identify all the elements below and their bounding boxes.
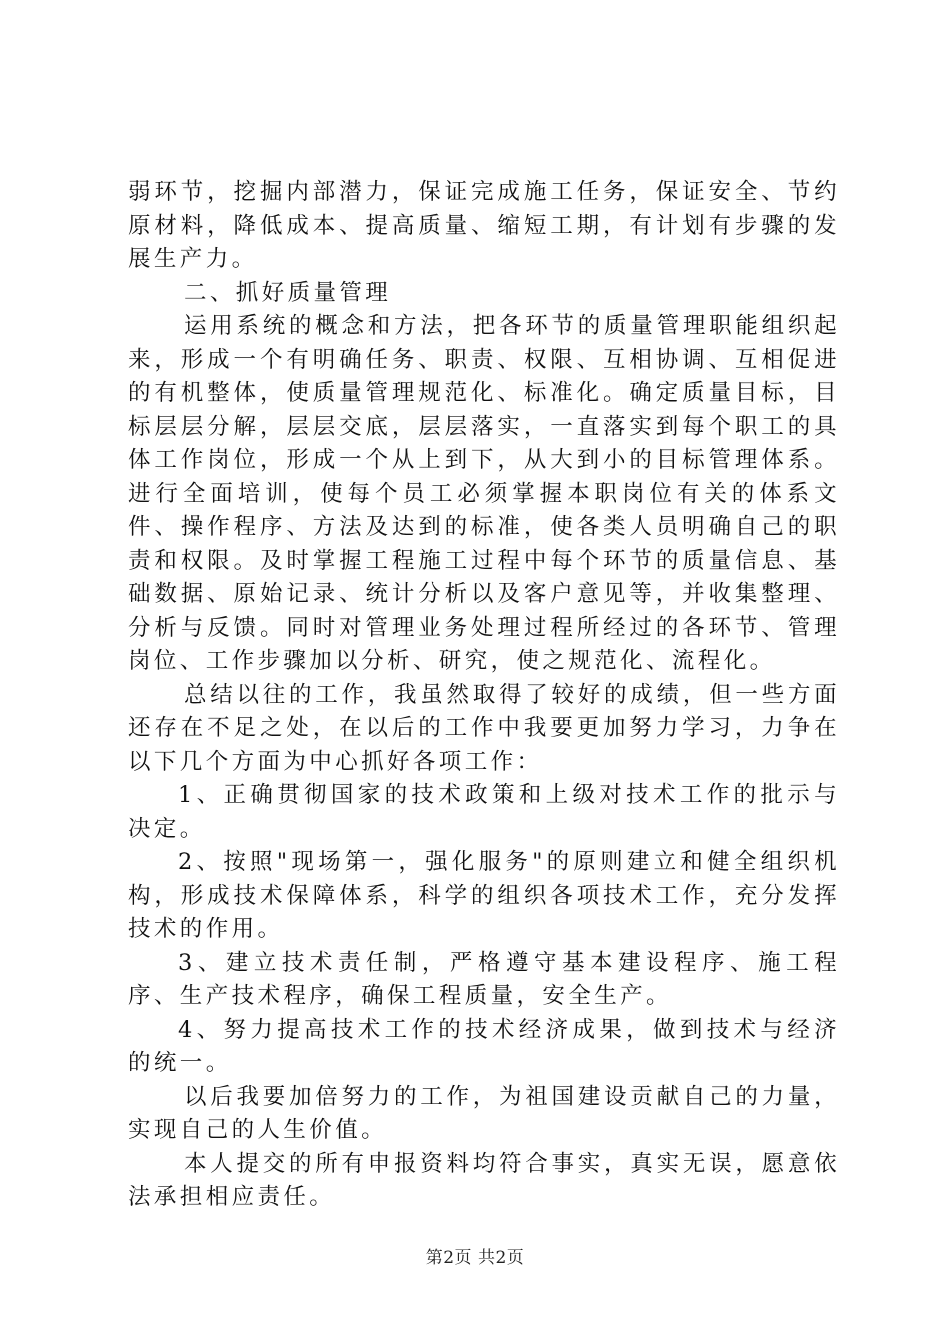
list-item-1: 1、正确贯彻国家的技术政策和上级对技术工作的批示与决定。 bbox=[128, 782, 840, 842]
list-item-2: 2、按照"现场第一，强化服务"的原则建立和健全组织机构，形成技术保障体系，科学的组织各项技术工作，充分发挥技术的作用。 bbox=[128, 849, 840, 942]
paragraph-future-effort: 以后我要加倍努力的工作，为祖国建设贡献自己的力量，实现自己的人生价值。 bbox=[128, 1083, 840, 1143]
paragraph-continuation: 弱环节，挖掘内部潜力，保证完成施工任务，保证安全、节约原材料，降低成本、提高质量、缩短工期，有计划有步骤的发展生产力。 bbox=[128, 179, 840, 272]
paragraph-declaration: 本人提交的所有申报资料均符合事实，真实无误，愿意依法承担相应责任。 bbox=[128, 1150, 840, 1210]
section-heading-quality-management: 二、抓好质量管理 bbox=[184, 279, 392, 306]
page-number-footer: 第2页 共2页 bbox=[425, 1248, 525, 1268]
list-item-4: 4、努力提高技术工作的技术经济成果，做到技术与经济的统一。 bbox=[128, 1016, 840, 1076]
paragraph-quality-system: 运用系统的概念和方法，把各环节的质量管理职能组织起来，形成一个有明确任务、职责、权限、互相协调、互相促进的有机整体，使质量管理规范化、标准化。确定质量目标，目标层层分解，层层交底，层层落实，一直落实到每个职工的具体工作岗位，形成一个从上到下，从大到小的目标管理体系。进行全面培训，使每个员工必须掌握本职岗位有关的体系文件、操作程序、方法及达到的标准，使各类人员明确自己的职责和权限。及时掌握工程施工过程中每个环节的质量信息、基础数据、原始记录、统计分析以及客户意见等，并收集整理、分析与反馈。同时对管理业务处理过程所经过的各环节、管理岗位、工作步骤加以分析、研究，使之规范化、流程化。 bbox=[128, 313, 840, 674]
paragraph-summary: 总结以往的工作，我虽然取得了较好的成绩，但一些方面还存在不足之处，在以后的工作中我要更加努力学习，力争在以下几个方面为中心抓好各项工作： bbox=[128, 681, 840, 775]
list-item-3: 3、建立技术责任制，严格遵守基本建设程序、施工程序、生产技术程序，确保工程质量，安全生产。 bbox=[128, 949, 840, 1009]
document-body bbox=[128, 176, 840, 1215]
